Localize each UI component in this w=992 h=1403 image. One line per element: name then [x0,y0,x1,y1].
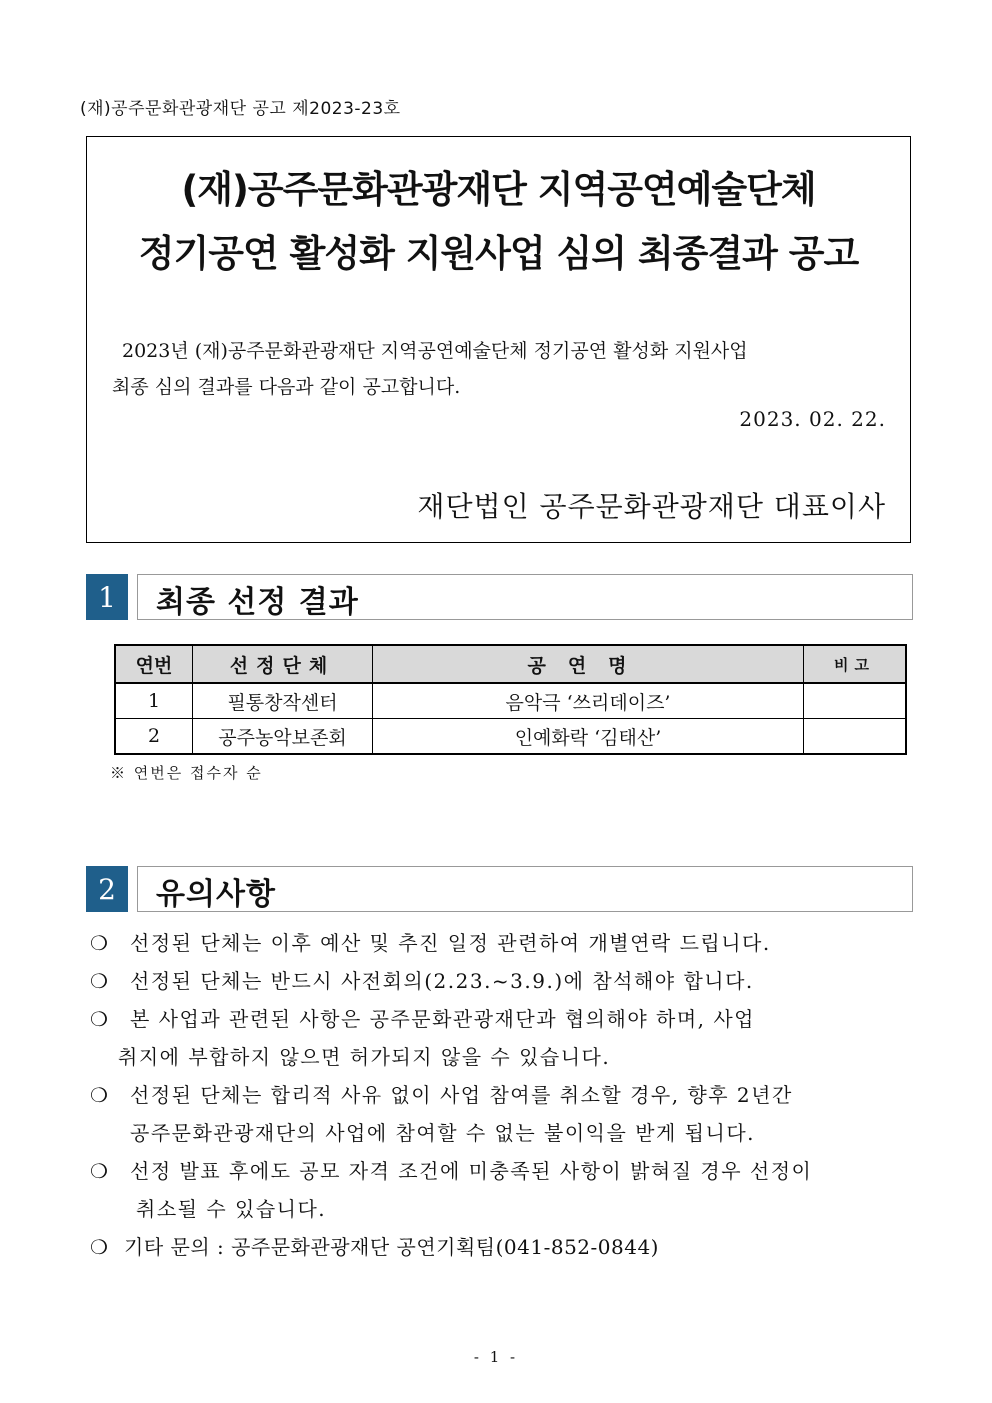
circle-bullet-icon: ❍ [90,1083,110,1107]
section-1-title: 최종 선정 결과 [156,585,359,620]
row-performance: 음악극 ‘쓰리데이즈’ [373,683,804,719]
list-item [90,1000,905,1076]
intro-line-2: 최종 심의 결과를 다음과 같이 공고합니다. [112,376,461,398]
circle-bullet-icon: ❍ [90,1235,109,1259]
table-row [115,683,906,719]
note-line: 취소될 수 있습니다. [136,1197,327,1221]
list-item [90,1076,905,1152]
section-2-title: 유의사항 [156,877,276,912]
list-item [90,1228,905,1266]
results-table [114,644,907,755]
row-number: 1 [115,683,193,719]
title-line-2: 정기공연 활성화 지원사업 심의 최종결과 공고 [138,232,859,275]
note-line: 선정된 단체는 합리적 사유 없이 사업 참여를 취소할 경우, 향후 2년간 [130,1083,793,1107]
notice-number: (재)공주문화관광재단 공고 제2023-23호 [80,99,401,119]
table-row [115,719,906,755]
note-line: 취지에 부합하지 않으면 허가되지 않을 수 있습니다. [118,1045,611,1069]
row-organization: 공주농악보존회 [193,719,373,755]
note-line: 선정된 단체는 반드시 사전회의(2.23.~3.9.)에 참석해야 합니다. [130,969,754,993]
page-number: - 1 - [473,1348,519,1366]
note-line: 선정 발표 후에도 공모 자격 조건에 미충족된 사항이 밝혀질 경우 선정이 [130,1159,813,1183]
section-2-header [137,866,913,912]
note-line: 기타 문의 : 공주문화관광재단 공연기획팀(041-852-0844) [124,1235,659,1259]
row-number: 2 [115,719,193,755]
intro-text [112,333,885,405]
table-footnote: ※ 연번은 접수자 순 [110,764,263,782]
header-number: 연번 [115,645,193,683]
note-line: 선정된 단체는 이후 예산 및 추진 일정 관련하여 개별연락 드립니다. [130,931,771,955]
row-remarks [804,683,907,719]
list-item [90,1152,905,1228]
note-line: 공주문화관광재단의 사업에 참여할 수 없는 불이익을 받게 됩니다. [130,1121,755,1145]
list-item [90,962,905,1000]
row-remarks [804,719,907,755]
circle-bullet-icon: ❍ [90,931,110,955]
header-performance: 공연명 [373,645,804,683]
announcement-date: 2023. 02. 22. [739,407,886,431]
section-1-header [137,574,913,620]
row-organization: 필통창작센터 [193,683,373,719]
row-performance: 인예화락 ‘김태산’ [373,719,804,755]
title-box [86,136,911,543]
circle-bullet-icon: ❍ [90,1159,110,1183]
circle-bullet-icon: ❍ [90,969,110,993]
note-line: 본 사업과 관련된 사항은 공주문화관광재단과 협의해야 하며, 사업 [130,1007,755,1031]
intro-line-1: 2023년 (재)공주문화관광재단 지역공연예술단체 정기공연 활성화 지원사업 [122,340,748,362]
table-header-row [115,645,906,683]
circle-bullet-icon: ❍ [90,1007,110,1031]
issuer: 재단법인 공주문화관광재단 대표이사 [417,490,886,523]
section-2-number: 2 [86,866,128,912]
notes-list [90,924,905,1266]
header-organization: 선정단체 [193,645,373,683]
section-1-number: 1 [86,574,128,620]
list-item [90,924,905,962]
header-remarks: 비고 [804,645,907,683]
title-line-1: (재)공주문화관광재단 지역공연예술단체 [181,168,816,211]
